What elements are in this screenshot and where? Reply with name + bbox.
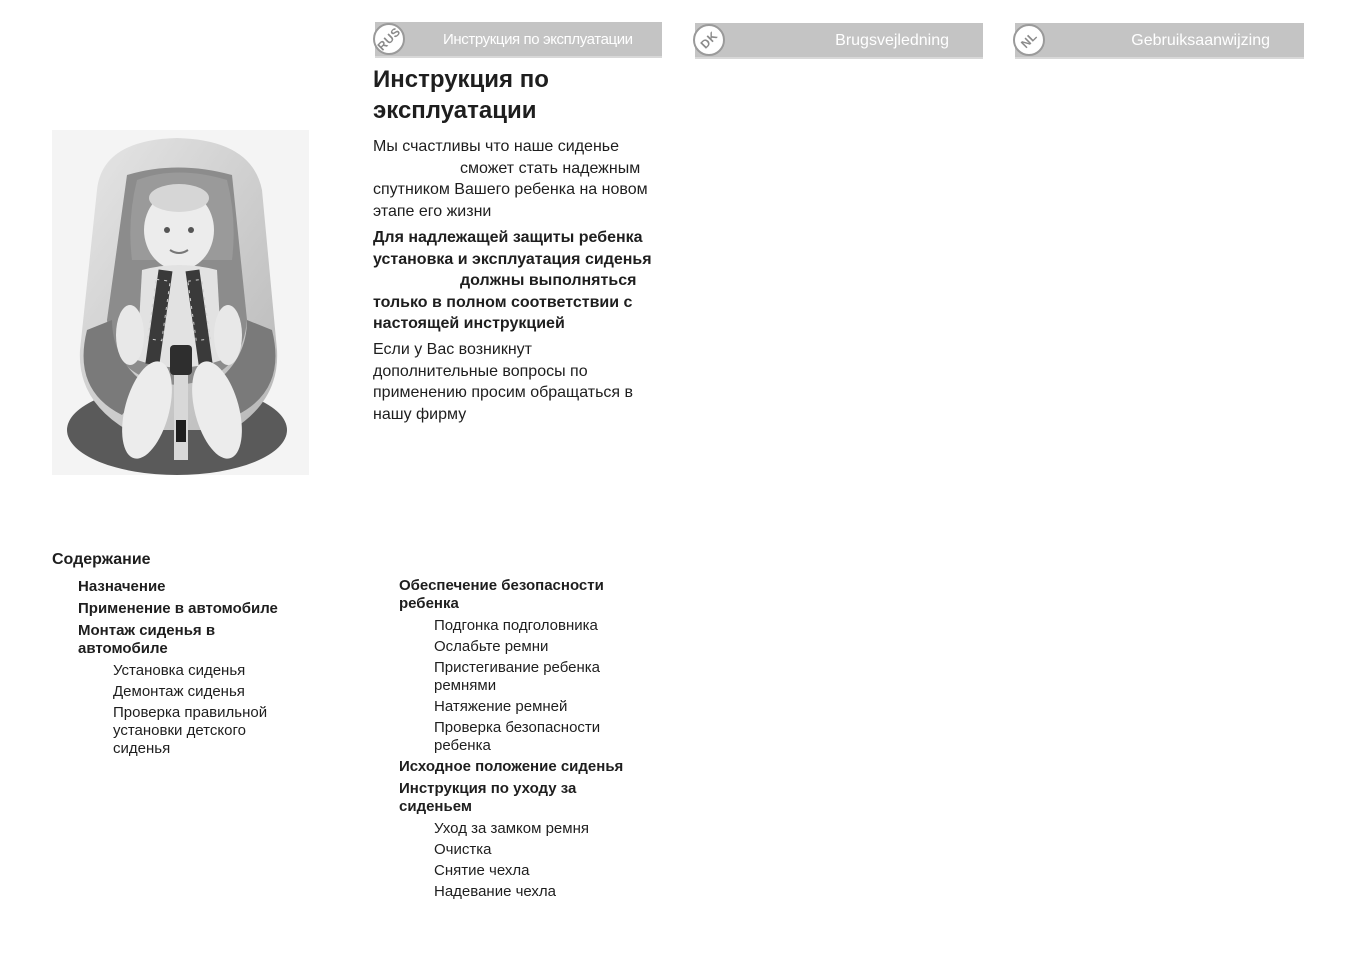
toc-column-2 — [399, 577, 624, 904]
toc-subitem: Надевание чехла — [434, 883, 557, 900]
toc-column-1 — [78, 578, 298, 761]
tab-title-rus: Инструкция по эксплуатации — [443, 31, 633, 48]
language-tab-rus — [375, 22, 662, 58]
toc-subitem: Ослабьте ремни — [434, 638, 549, 655]
toc-item: Назначение — [78, 578, 166, 595]
intro-p2-rest: только в полном соответствии с настоящей инструкцией — [373, 293, 633, 332]
toc-subitem: Снятие чехла — [434, 862, 530, 879]
toc-item: Исходное положение сиденья — [399, 758, 624, 775]
toc-item: Применение в автомобиле — [78, 600, 278, 617]
toc-subitem: Натяжение ремней — [434, 698, 568, 715]
car-seat-photo — [52, 130, 309, 475]
language-tab-nl — [1015, 23, 1304, 59]
toc-item: Обеспечение безопасности ребенка — [399, 577, 604, 612]
intro-p2-line1: Для надлежащей защиты ребенка установка и эксплуатация сиденья — [373, 229, 652, 268]
language-badge-dk: DK — [693, 24, 725, 56]
tab-title-dk: Brugsvejledning — [835, 32, 949, 49]
intro-paragraph-2 — [373, 227, 665, 335]
intro-paragraph-1 — [373, 136, 665, 222]
toc-item: Инструкция по уходу за сиденьем — [399, 780, 577, 815]
language-badge-rus: RUS — [374, 24, 404, 54]
intro-p1-line2: сможет стать надежным — [460, 159, 641, 177]
intro-p2-line2: должны выполняться — [460, 272, 637, 289]
child-in-car-seat-illustration — [52, 130, 309, 475]
toc-subitem: Проверка правильной установки детского сиденья — [113, 704, 268, 757]
toc-subitem: Демонтаж сиденья — [113, 683, 245, 700]
tab-title-nl: Gebruiksaanwijzing — [1131, 32, 1270, 49]
toc-subitem: Установка сиденья — [113, 662, 246, 679]
toc-item: Монтаж сиденья в автомобиле — [78, 622, 216, 657]
language-tab-dk — [695, 23, 983, 59]
toc-subitem: Очистка — [434, 841, 492, 858]
intro-p1-rest: спутником Вашего ребенка на новом этапе его жизни — [373, 181, 648, 220]
toc-subitem: Уход за замком ремня — [434, 820, 589, 837]
toc-subitem: Пристегивание ребенка ремнями — [434, 659, 601, 694]
page-title: Инструкция по эксплуатации — [373, 66, 549, 124]
toc-subitem: Проверка безопасности ребенка — [434, 719, 601, 754]
language-badge-nl: NL — [1013, 24, 1045, 56]
intro-paragraph-3: Если у Вас возникнут дополнительные вопросы по применению просим обращаться в нашу фирму — [373, 341, 634, 423]
intro-p1-line1: Мы счастливы что наше сиденье — [373, 138, 620, 155]
toc-subitem: Подгонка подголовника — [434, 617, 598, 634]
toc-title: Содержание — [52, 551, 151, 568]
